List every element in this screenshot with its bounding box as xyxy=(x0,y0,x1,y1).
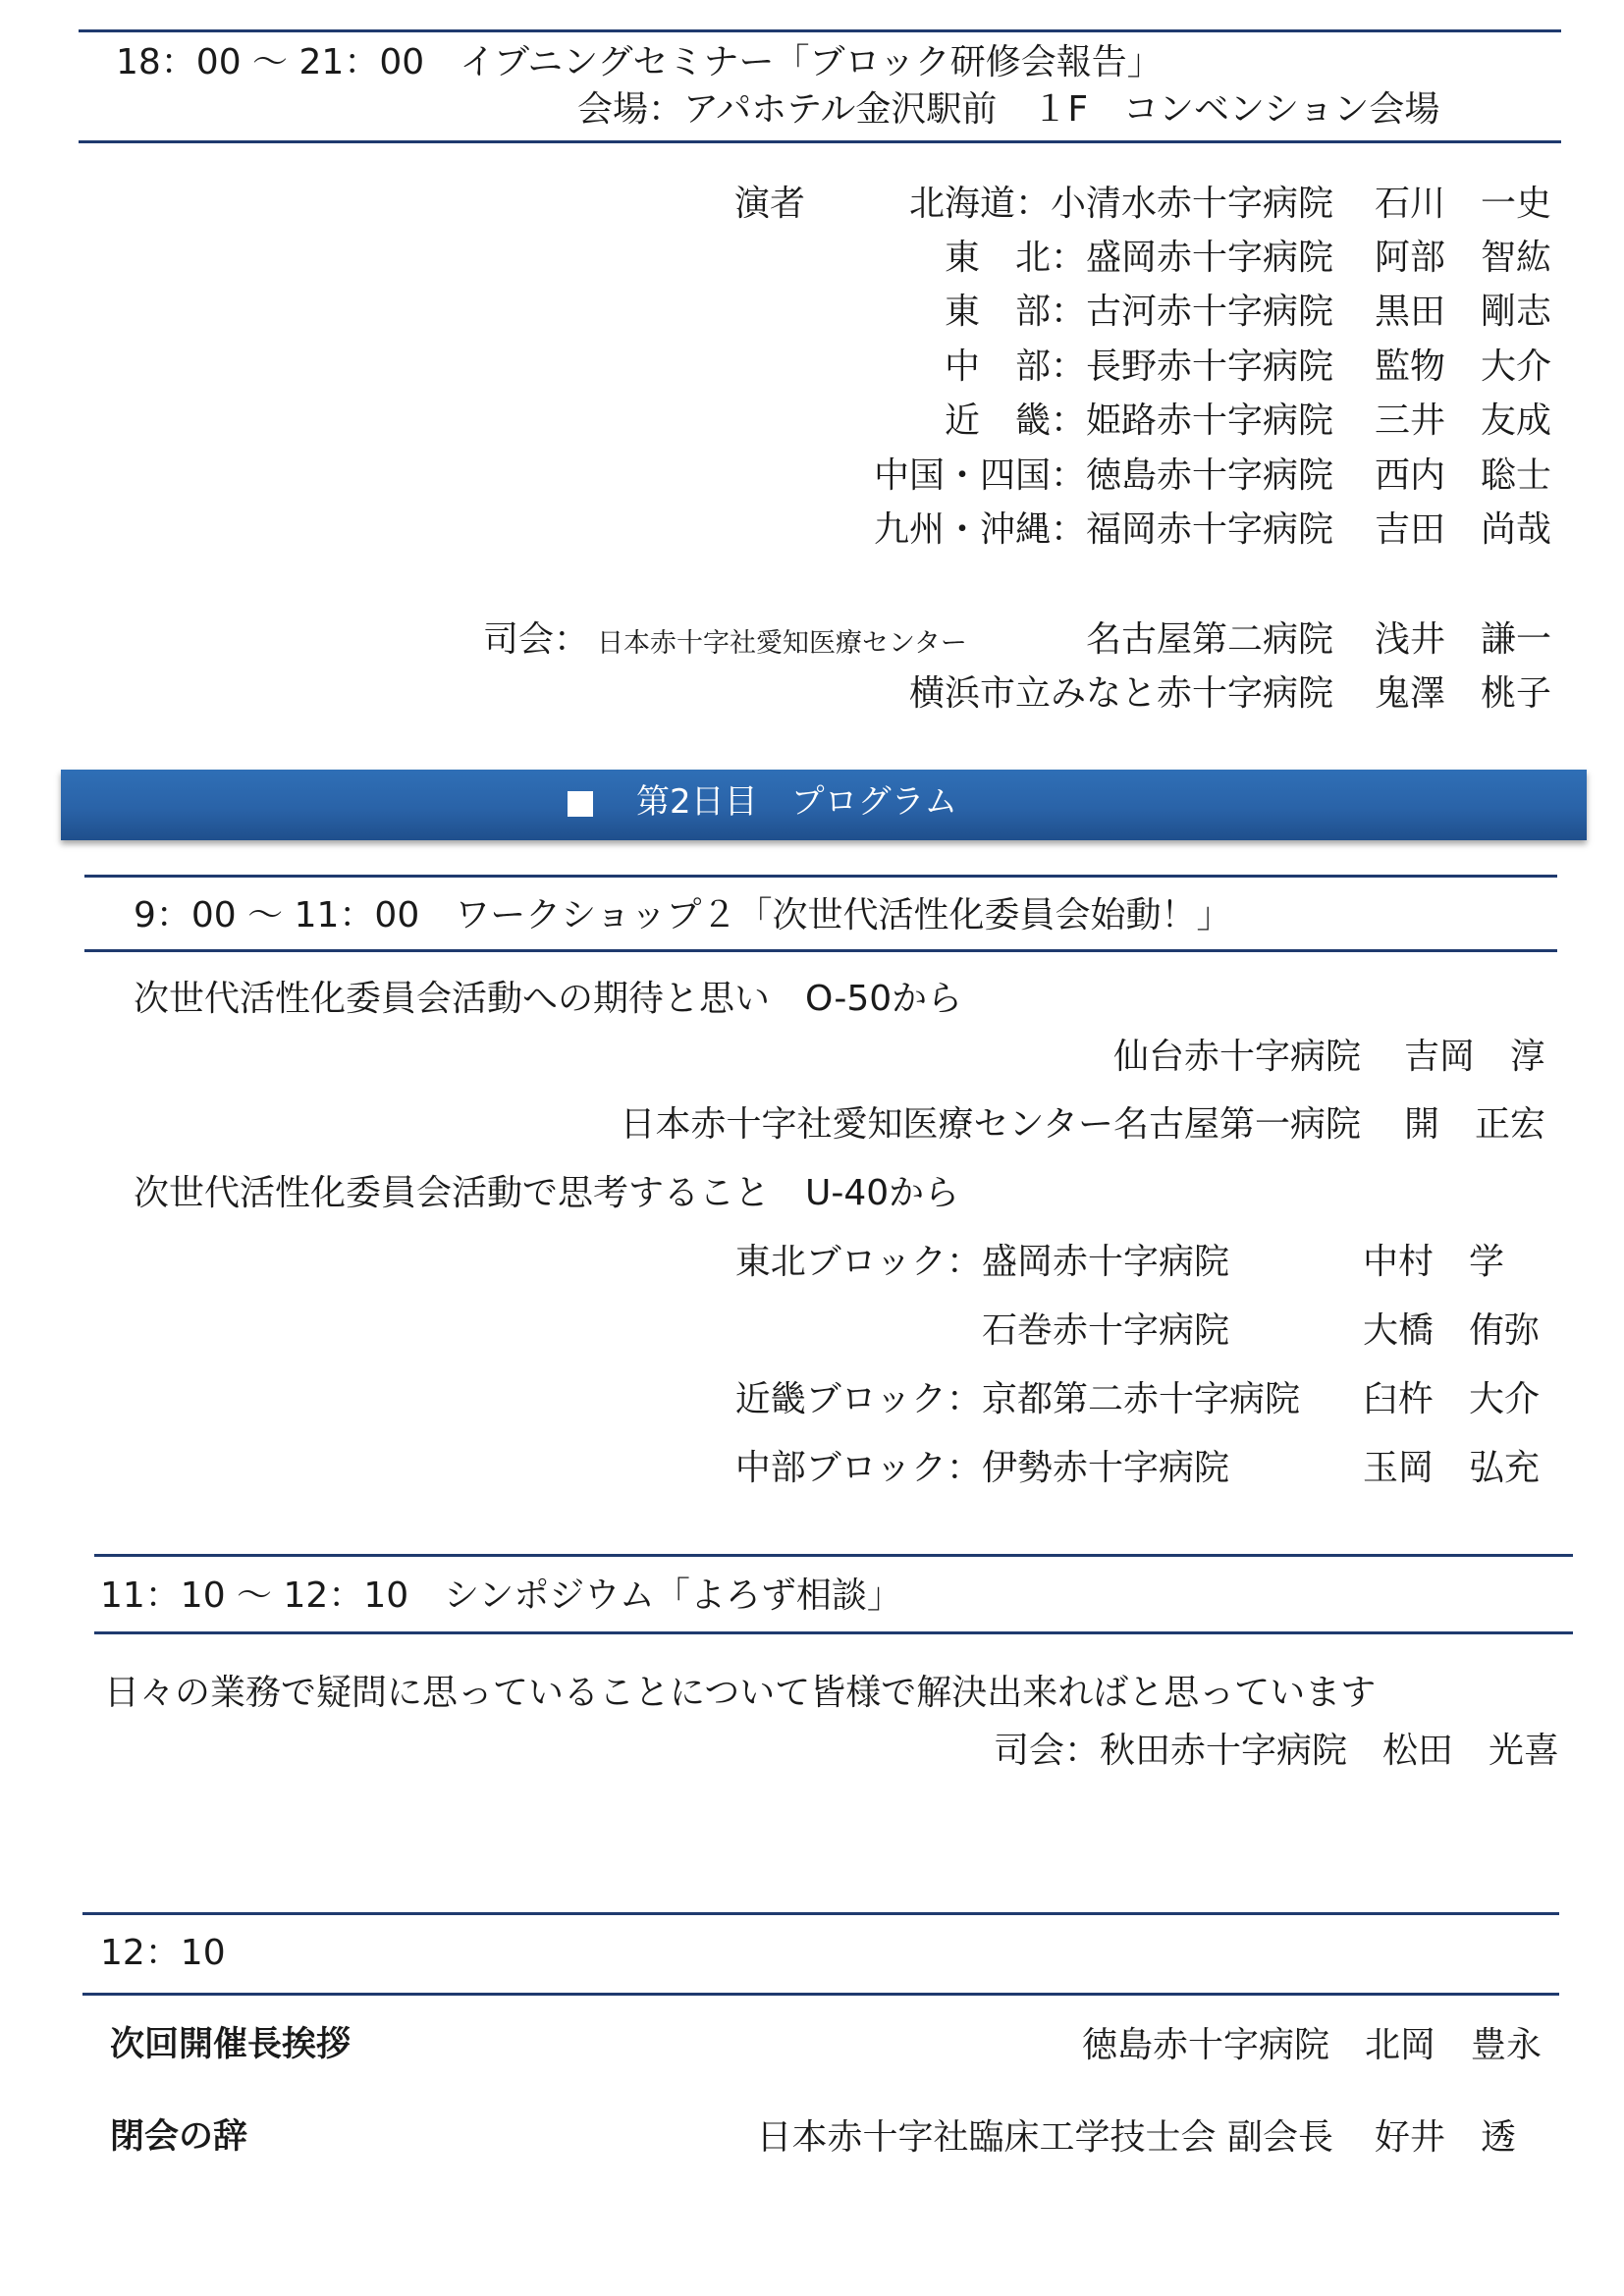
next-host-hospital: 徳島赤十字病院 xyxy=(1081,2025,1329,2065)
chair1-name: 浅井 謙一 xyxy=(1375,619,1552,660)
speaker-region: 東 部：古河赤十字病院 xyxy=(944,292,1333,332)
chair2-hospital: 横浜市立みなと赤十字病院 xyxy=(908,673,1333,714)
speaker-name: 監物 大介 xyxy=(1375,347,1552,387)
u40-hospital: 伊勢赤十字病院 xyxy=(982,1448,1230,1488)
symposium-top-rule xyxy=(94,1554,1573,1557)
closing-remarks-org: 日本赤十字社臨床工学技士会 副会長 xyxy=(756,2117,1333,2158)
speaker-name: 西内 聡士 xyxy=(1375,455,1552,496)
symposium-session-title: 11：10 ～ 12：10 シンポジウム「よろず相談」 xyxy=(100,1575,902,1616)
u40-hospital: 石巻赤十字病院 xyxy=(982,1310,1230,1351)
chair2-name: 鬼澤 桃子 xyxy=(1375,673,1552,714)
day2-banner-title: 第2日目 プログラム xyxy=(636,782,958,822)
speaker-name: 黒田 剛志 xyxy=(1375,292,1552,332)
workshop-p1-name: 吉岡 淳 xyxy=(1404,1037,1546,1077)
symposium-bottom-rule xyxy=(94,1631,1573,1634)
speaker-name: 阿部 智紘 xyxy=(1375,238,1552,278)
evening-bottom-rule xyxy=(79,140,1561,143)
u40-name: 玉岡 弘充 xyxy=(1363,1448,1541,1488)
speaker-region: 中 部：長野赤十字病院 xyxy=(944,347,1333,387)
closing-remarks-label: 閉会の辞 xyxy=(110,2117,248,2157)
u40-name: 臼杵 大介 xyxy=(1363,1379,1541,1419)
next-host-name: 北岡 豊永 xyxy=(1365,2025,1543,2065)
u40-block: 中部ブロック： xyxy=(734,1448,982,1488)
speaker-name: 三井 友成 xyxy=(1375,400,1552,441)
speaker-region: 北海道：小清水赤十字病院 xyxy=(908,184,1333,224)
chair-organization: 日本赤十字社愛知医療センター xyxy=(597,628,967,659)
u40-name: 大橋 侑弥 xyxy=(1363,1310,1541,1351)
speaker-region: 東 北：盛岡赤十字病院 xyxy=(944,238,1333,278)
speaker-region: 中国・四国：徳島赤十字病院 xyxy=(873,455,1333,496)
symposium-chair: 司会：秋田赤十字病院 松田 光喜 xyxy=(993,1731,1559,1771)
closing-time: 12：10 xyxy=(100,1933,226,1973)
workshop-p2-name: 開 正宏 xyxy=(1404,1104,1546,1145)
next-host-label: 次回開催長挨拶 xyxy=(110,2025,352,2064)
chair-prefix: 司会： xyxy=(483,619,590,660)
u40-block: 近畿ブロック： xyxy=(734,1379,982,1419)
banner-square-icon xyxy=(568,791,593,817)
workshop-session-title: 9：00 ～ 11：00 ワークショップ２「次世代活性化委員会始動！」 xyxy=(134,895,1232,935)
closing-remarks-name: 好井 透 xyxy=(1375,2117,1517,2158)
speaker-name: 石川 一史 xyxy=(1375,184,1552,224)
u40-hospital: 盛岡赤十字病院 xyxy=(982,1242,1230,1282)
chair1-hospital: 名古屋第二病院 xyxy=(1085,619,1333,660)
workshop-top-rule xyxy=(84,875,1557,878)
evening-top-rule xyxy=(79,29,1561,32)
speaker-name: 吉田 尚哉 xyxy=(1375,509,1552,550)
evening-venue: 会場：アパホテル金沢駅前 １F コンベンション会場 xyxy=(577,89,1440,130)
closing-top-rule xyxy=(82,1912,1559,1915)
symposium-description: 日々の業務で疑問に思っていることについて皆様で解決出来ればと思っています xyxy=(104,1673,1377,1713)
workshop-topic-2: 次世代活性化委員会活動で思考すること U-40から xyxy=(134,1173,960,1213)
closing-bottom-rule xyxy=(82,1993,1559,1996)
evening-session-title: 18：00 ～ 21：00 イブニングセミナー「ブロック研修会報告」 xyxy=(116,42,1163,82)
speakers-label: 演者 xyxy=(734,184,806,224)
workshop-p1-hospital: 仙台赤十字病院 xyxy=(1112,1037,1361,1077)
u40-name: 中村 学 xyxy=(1363,1242,1505,1282)
speaker-region: 近 畿：姫路赤十字病院 xyxy=(944,400,1333,441)
workshop-p2-hospital: 日本赤十字社愛知医療センター名古屋第一病院 xyxy=(620,1104,1361,1145)
workshop-topic-1: 次世代活性化委員会活動への期待と思い O-50から xyxy=(134,979,963,1019)
u40-block: 東北ブロック： xyxy=(734,1242,982,1282)
workshop-bottom-rule xyxy=(84,949,1557,952)
speaker-region: 九州・沖縄：福岡赤十字病院 xyxy=(873,509,1333,550)
u40-hospital: 京都第二赤十字病院 xyxy=(982,1379,1301,1419)
